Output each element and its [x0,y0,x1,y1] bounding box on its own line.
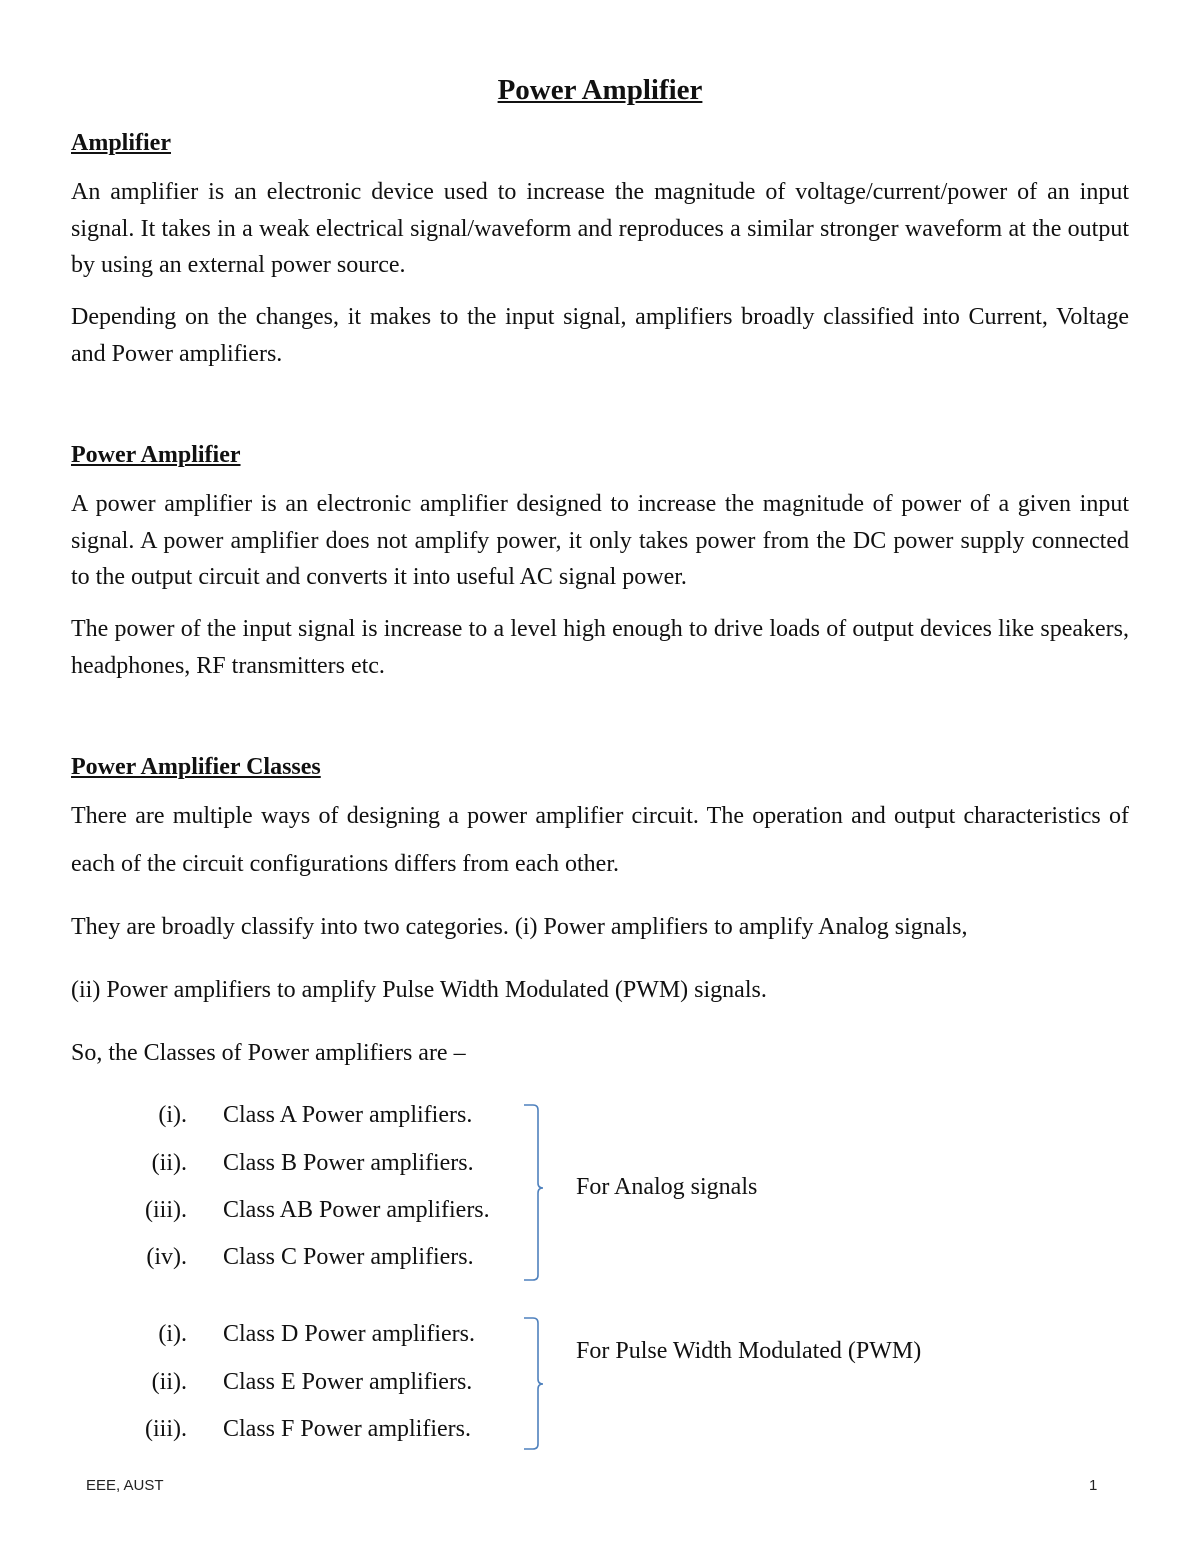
paragraph-classes-list-intro: So, the Classes of Power amplifiers are – [71,1040,466,1066]
paragraph-amplifier-types: Depending on the changes, it makes to the input signal, amplifiers broadly classified into Current, Voltage and Power amplifiers. [71,304,1129,367]
list-item: Class AB Power amplifiers. [223,1197,490,1223]
analog-group-brace [522,1104,546,1282]
list-item-number: (ii). [151,1150,187,1176]
list-item: Class F Power amplifiers. [223,1416,471,1442]
list-item: Class C Power amplifiers. [223,1244,474,1270]
brace-path [524,1105,543,1280]
paragraph-amplifier-definition: An amplifier is an electronic device used to increase the magnitude of voltage/current/power of an input signal. It takes in a weak electrical signal/waveform and reproduces a similar stronger waveform at the output by using an external power source. [71,179,1129,278]
list-item-number: (iii). [145,1197,187,1223]
list-item-number: (iv). [146,1244,187,1270]
section-heading-amplifier: Amplifier [71,130,171,156]
section-heading-power-amplifier: Power Amplifier [71,442,241,468]
list-item-number: (iii). [145,1416,187,1442]
list-item: Class B Power amplifiers. [223,1150,474,1176]
page-number: 1 [1089,1477,1098,1494]
paragraph-categories-continued: (ii) Power amplifiers to amplify Pulse Width Modulated (PWM) signals. [71,977,767,1003]
list-item-number: (i). [158,1321,187,1347]
list-item: Class D Power amplifiers. [223,1321,475,1347]
pwm-group-label: For Pulse Width Modulated (PWM) [576,1338,922,1364]
list-item-number: (ii). [151,1369,187,1395]
brace-path [524,1318,543,1449]
list-item: Class A Power amplifiers. [223,1102,473,1128]
list-item-number: (i). [158,1102,187,1128]
list-item: Class E Power amplifiers. [223,1369,473,1395]
analog-group-label: For Analog signals [576,1174,758,1200]
paragraph-categories: They are broadly classify into two categories. (i) Power amplifiers to amplify Analog signals, [71,914,968,940]
page-title: Power Amplifier [497,74,703,106]
paragraph-power-amplifier-definition: A power amplifier is an electronic amplifier designed to increase the magnitude of power of a given input signal. A power amplifier does not amplify power, it only takes power from the DC power supply connected to the output circuit and converts it into useful AC signal power. [71,491,1129,590]
pwm-group-brace [522,1317,546,1451]
paragraph-power-amplifier-loads: The power of the input signal is increase to a level high enough to drive loads of output devices like speakers, headphones, RF transmitters etc. [71,616,1129,679]
section-heading-amplifier-classes: Power Amplifier Classes [71,754,321,780]
paragraph-classes-intro: There are multiple ways of designing a power amplifier circuit. The operation and output characteristics of each of the circuit configurations differs from each other. [71,803,1129,877]
footer-department: EEE, AUST [86,1477,164,1494]
